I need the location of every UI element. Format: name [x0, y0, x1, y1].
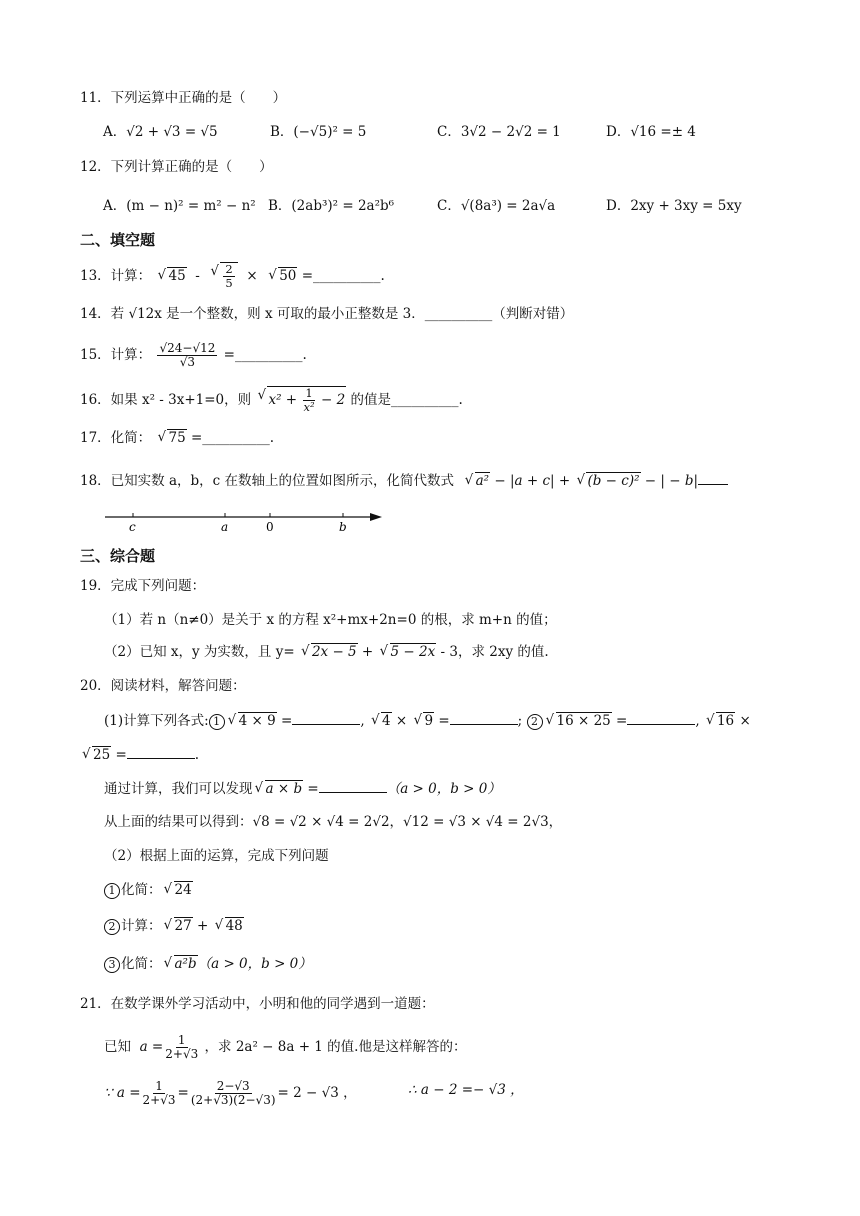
q15-answer-blank: =__________.: [223, 347, 307, 363]
q20-item2: 2 计算：√ 27 + √ 48: [104, 916, 244, 936]
q20-part2: （2）根据上面的运算，完成下列问题: [104, 848, 329, 864]
sqrt-50: √ 50: [268, 266, 297, 286]
q21-ask: ，求 2a² − 8a + 1 的值.他是这样解答的：: [204, 1039, 467, 1055]
q13: 13．计算： √ 45 - √ $\frac{2}{5}$ × √ 50 =__________.: [80, 262, 385, 290]
q20-item2-label: 计算：: [121, 918, 162, 934]
q20-condition: （a > 0，b > 0）: [386, 781, 501, 797]
q20-item3: 3 化简：√ a²b（a > 0，b > 0）: [104, 954, 312, 974]
numberline-label-0: 0: [266, 520, 274, 534]
q12-option-d: D．2xy + 3xy = 5xy: [606, 198, 742, 214]
q11-option-d: D．√16 =± 4: [606, 124, 696, 140]
q20-item3-condition: （a > 0，b > 0）: [197, 956, 312, 972]
q20-part1: (1)计算下列各式: 1√ 4 × 9 = , √ 4 × √ 9 = ; 2√ 16 × 25 = , √ 16 ×: [104, 710, 751, 731]
q14: 14．若 √12x 是一个整数，则 x 可取的最小正整数是 3．__________（判断对错）: [80, 306, 574, 322]
q16: [80, 386, 463, 414]
q12-stem: 12．下列计算正确的是（ ）: [80, 159, 273, 175]
q18: [80, 470, 728, 491]
q21-step2: ∴ a − 2 =− √3 ，: [408, 1082, 524, 1098]
q16-label: 16．如果 x² - 3x+1=0，则: [80, 392, 252, 408]
q20-item1: 1 化简：√ 24: [104, 880, 193, 900]
q19-radicals: √ 2x − 5 + √ 5 − 2x: [299, 644, 436, 660]
q16-radical: √ x² + $\frac{1}{\text{x²}}$ − 2: [257, 386, 346, 414]
q15-label: 15．计算：: [80, 347, 152, 363]
q19-part1: （1）若 n（n≠0）是关于 x 的方程 x²+mx+2n=0 的根，求 m+n 的值；: [104, 612, 557, 628]
sqrt-75: √ 75: [157, 428, 186, 448]
q17-label: 17．化简：: [80, 430, 152, 446]
q20-item1-label: 化简：: [121, 882, 162, 898]
section-heading-comprehensive: 三、综合题: [80, 547, 156, 565]
q11-option-b: B．(−√5)² = 5: [270, 124, 367, 140]
q17-answer-blank: =__________.: [190, 430, 275, 446]
q21-stem: 21．在数学课外学习活动中，小明和他的同学遇到一道题：: [80, 996, 435, 1012]
q11-option-a: A．√2 + √3 = √5: [103, 124, 218, 140]
numberline-label-c: c: [129, 520, 136, 534]
q19-stem: 19．完成下列问题：: [80, 578, 206, 594]
q20-part1-cont: √ 25 = .: [80, 744, 199, 765]
q18-text: 18．已知实数 a，b，c 在数轴上的位置如图所示，化简代数式: [80, 473, 455, 489]
q16-answer-blank: 的值是__________.: [350, 392, 463, 408]
section-heading-fill-in: 二、填空题: [80, 231, 156, 249]
q13-answer-blank: =__________.: [301, 268, 385, 284]
q17: [80, 428, 274, 448]
sqrt-45: √ 45: [157, 266, 186, 286]
q21-given: 已知 a = $\frac{1}{2+√3}$ ，求 2a² − 8a + 1 的值.他是这样解答的：: [104, 1033, 467, 1061]
q12-option-c: C．√(8a³) = 2a√a: [437, 198, 556, 214]
q21-step1: ∵ a = $\frac{1}{2+√3}$ = $\frac{2-√3}{(2+√3)(2-√3)}$ = 2 − √3 ，: [104, 1079, 357, 1107]
q18-expression: √ a² − |a + c| + √ (b − c)² − | − b|: [458, 473, 728, 489]
q20-result: 从上面的结果可以得到：√8 = √2 × √4 = 2√2，√12 = √3 × √4 = 2√3，: [104, 814, 563, 830]
q13-label: 13．计算：: [80, 268, 152, 284]
q19-part2-lead: （2）已知 x，y 为实数，且 y=: [104, 644, 295, 660]
q20-stem: 20．阅读材料，解答问题：: [80, 678, 246, 694]
q11-stem: 11．下列运算中正确的是（ ）: [80, 90, 287, 106]
numberline-label-a: a: [221, 520, 229, 534]
q15-fraction: $\frac{√24-√12}{√3}$: [159, 341, 216, 369]
q19-part2-tail: - 3，求 2xy 的值.: [440, 644, 549, 660]
q21-known-label: 已知: [104, 1039, 131, 1055]
q15: [80, 342, 307, 369]
q12-option-b: B．(2ab³)² = 2a²b⁶: [268, 198, 395, 214]
q20-part1-label: (1)计算下列各式:: [104, 713, 209, 729]
numberline-label-b: b: [339, 520, 347, 534]
q20-item3-label: 化简：: [121, 956, 162, 972]
q20-discover-text: 通过计算，我们可以发现: [104, 781, 253, 797]
q11-option-c: C．3√2 − 2√2 = 1: [437, 124, 561, 140]
sqrt-two-fifths: √ $\frac{2}{5}$: [210, 262, 237, 290]
q12-option-a: A．(m − n)² = m² − n²: [103, 198, 256, 214]
q19-part2: [104, 642, 549, 662]
number-line: [100, 505, 385, 535]
q20-discover: 通过计算，我们可以发现√ a × b = （a > 0，b > 0）: [104, 778, 501, 799]
